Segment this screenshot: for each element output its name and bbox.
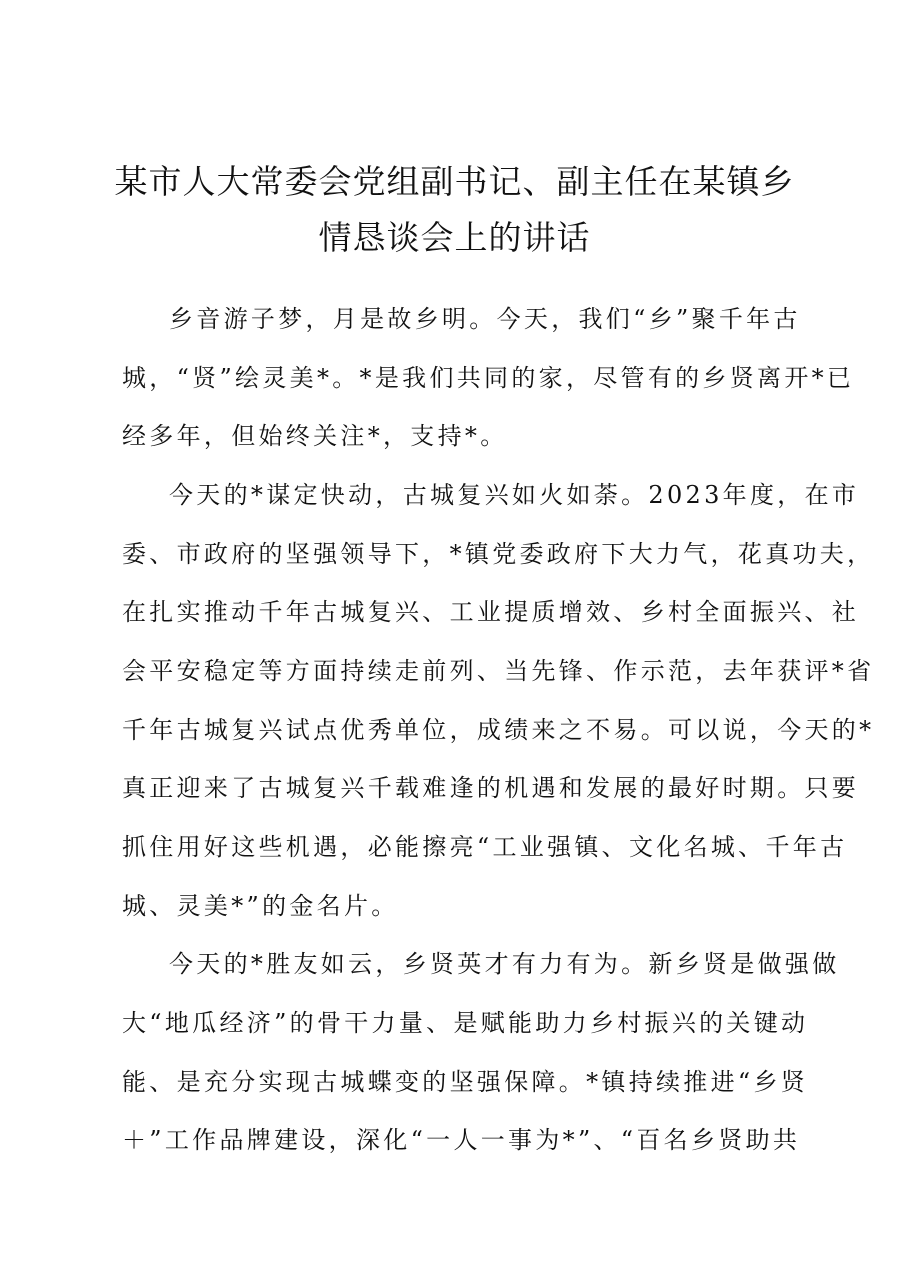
paragraph-3-line-4: ＋”工作品牌建设，深化“一人一事为*”、“百名乡贤助共 [122, 1126, 801, 1154]
paragraph-2-line-7: 抓住用好这些机遇，必能擦亮“工业强镇、文化名城、千年古 [122, 833, 848, 861]
paragraph-2-line-3: 在扎实推动千年古城复兴、工业提质增效、乡村全面振兴、社 [122, 598, 860, 626]
paragraph-2-line-1: 今天的*谋定快动，古城复兴如火如荼。2023年度，在市 [169, 481, 860, 509]
paragraph-1-line-3: 经多年，但始终关注*，支持*。 [122, 422, 508, 450]
paragraph-2-line-6: 真正迎来了古城复兴千载难逢的机遇和发展的最好时期。只要 [122, 774, 860, 802]
paragraph-1-line-1: 乡音游子梦，月是故乡明。今天，我们“乡”聚千年古 [169, 305, 801, 333]
paragraph-2-line-2: 委、市政府的坚强领导下，*镇党委政府下大力气，花真功夫， [122, 540, 875, 568]
paragraph-1-line-2: 城，“贤”绘灵美*。*是我们共同的家，尽管有的乡贤离开*已 [122, 364, 855, 392]
paragraph-3-line-1: 今天的*胜友如云，乡贤英才有力有为。新乡贤是做强做 [169, 950, 840, 978]
paragraph-2-line-4: 会平安稳定等方面持续走前列、当先锋、作示范，去年获评*省 [122, 657, 875, 685]
paragraph-2-line-8: 城、灵美*”的金名片。 [122, 892, 399, 920]
paragraph-3-line-3: 能、是充分实现古城蝶变的坚强保障。*镇持续推进“乡贤 [122, 1068, 809, 1096]
paragraph-2-line-5: 千年古城复兴试点优秀单位，成绩来之不易。可以说，今天的* [122, 716, 875, 744]
paragraph-3-line-2: 大“地瓜经济”的骨干力量、是赋能助力乡村振兴的关键动 [122, 1009, 809, 1037]
document-title-line-1: 某市人大常委会党组副书记、副主任在某镇乡 [114, 162, 795, 201]
document-title-line-2: 情恳谈会上的讲话 [318, 218, 591, 257]
